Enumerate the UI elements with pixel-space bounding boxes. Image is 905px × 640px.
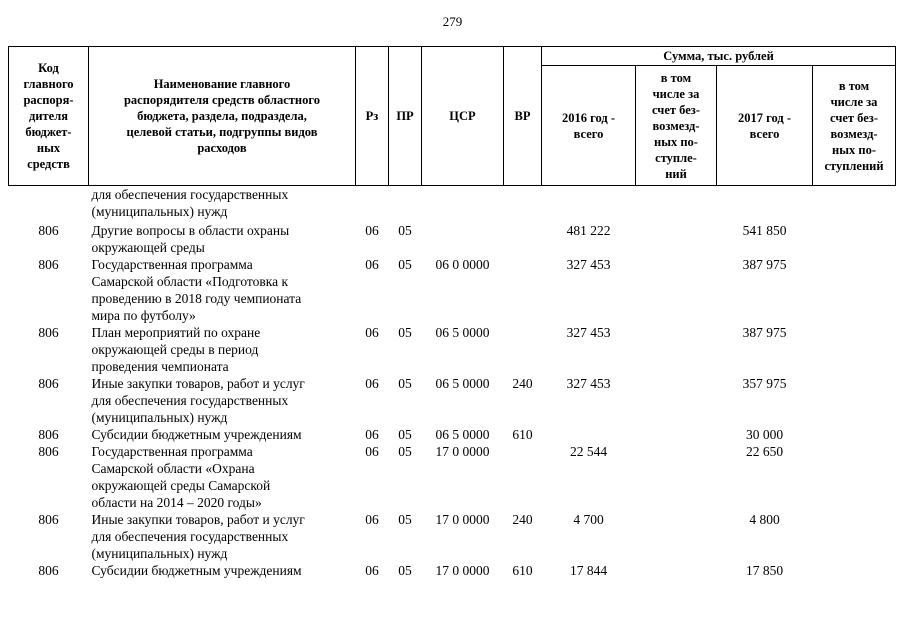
cell-name: Государственная программа Самарской области «Охрана окружающей среды Самарской области на 2014 – 2020 годы» — [91, 443, 271, 510]
cell-2016-free — [636, 375, 717, 426]
cell-2017-free — [813, 562, 896, 579]
cell-2016-free — [636, 222, 717, 256]
cell-name: Субсидии бюджетным учреждениям — [91, 562, 302, 578]
cell-pr: 05 — [398, 324, 412, 340]
cell-pr: 05 — [398, 443, 412, 459]
header-csr: ЦСР — [422, 47, 504, 186]
table-row — [9, 511, 896, 562]
budget-table — [8, 46, 896, 579]
cell-rz: 06 — [365, 443, 379, 459]
cell-csr: 06 5 0000 — [435, 375, 490, 391]
header-2016-total: 2016 год - всего — [542, 66, 636, 186]
cell-2017-total: 387 975 — [742, 324, 787, 340]
cell-vr: 240 — [512, 375, 533, 391]
cell-csr: 06 0 0000 — [435, 256, 490, 272]
cell-vr: 610 — [512, 426, 533, 442]
cell-pr — [389, 186, 422, 222]
cell-2017-total: 387 975 — [742, 256, 787, 272]
cell-2017-total: 357 975 — [742, 375, 787, 391]
table-row — [9, 186, 896, 222]
cell-2017-total: 541 850 — [742, 222, 787, 238]
cell-rz: 06 — [365, 324, 379, 340]
cell-rz: 06 — [365, 222, 379, 238]
cell-vr: 240 — [512, 511, 533, 527]
cell-2016-free — [636, 324, 717, 375]
table-row — [9, 443, 896, 511]
cell-2016-free — [636, 256, 717, 324]
cell-code: 806 — [38, 256, 59, 272]
header-2017-free: в том числе за счет без- возмезд- ных по- ступлений — [813, 66, 896, 186]
header-sum-group: Сумма, тыс. рублей — [542, 47, 896, 66]
cell-rz: 06 — [365, 562, 379, 578]
cell-pr: 05 — [398, 375, 412, 391]
cell-2016-total — [542, 426, 636, 443]
cell-2016-free — [636, 443, 717, 511]
cell-2016-total — [542, 186, 636, 222]
cell-2016-free — [636, 186, 717, 222]
cell-vr — [504, 324, 542, 375]
cell-csr: 17 0 0000 — [435, 511, 490, 527]
cell-vr: 610 — [512, 562, 533, 578]
cell-2017-total — [717, 186, 813, 222]
cell-csr: 06 5 0000 — [435, 426, 490, 442]
cell-2017-free — [813, 375, 896, 426]
cell-csr — [422, 222, 504, 256]
cell-2017-total: 22 650 — [745, 443, 784, 459]
header-code: Код главного распоря- дителя бюджет- ных средств — [9, 47, 89, 186]
header-2017-total: 2017 год - всего — [717, 66, 813, 186]
cell-code: 806 — [38, 375, 59, 391]
cell-name: Государственная программа Самарской области «Подготовка к проведению в 2018 году чемпионата мира по футболу» — [91, 256, 302, 323]
cell-code: 806 — [38, 426, 59, 442]
cell-2016-total: 327 453 — [566, 375, 611, 391]
cell-pr: 05 — [398, 511, 412, 527]
cell-2016-total: 4 700 — [573, 511, 604, 527]
cell-2017-free — [813, 186, 896, 222]
cell-2017-free — [813, 511, 896, 562]
header-pr: ПР — [389, 47, 422, 186]
cell-rz: 06 — [365, 426, 379, 442]
cell-name: Иные закупки товаров, работ и услуг для обеспечения государственных (муниципальных) нужд — [91, 375, 305, 425]
header-vr: ВР — [504, 47, 542, 186]
cell-2017-total: 4 800 — [749, 511, 780, 527]
cell-name: План мероприятий по охране окружающей среды в период проведения чемпионата — [91, 324, 261, 374]
cell-2017-free — [813, 443, 896, 511]
table-row — [9, 375, 896, 426]
cell-2016-total: 22 544 — [569, 443, 608, 459]
cell-code: 806 — [38, 443, 59, 459]
cell-2016-total: 327 453 — [566, 324, 611, 340]
cell-csr: 06 5 0000 — [435, 324, 490, 340]
cell-rz: 06 — [365, 375, 379, 391]
cell-code: 806 — [38, 562, 59, 578]
cell-vr — [504, 186, 542, 222]
cell-rz — [356, 186, 389, 222]
cell-rz: 06 — [365, 511, 379, 527]
header-2016-free: в том числе за счет без- возмезд- ных по- ступле- ний — [636, 66, 717, 186]
table-row — [9, 324, 896, 375]
cell-code: 806 — [38, 511, 59, 527]
cell-2016-total: 17 844 — [569, 562, 608, 578]
cell-vr — [504, 443, 542, 511]
table-row — [9, 562, 896, 579]
cell-2016-total: 481 222 — [566, 222, 611, 238]
cell-csr — [422, 186, 504, 222]
cell-2016-free — [636, 511, 717, 562]
cell-csr: 17 0 0000 — [435, 443, 490, 459]
cell-name: Иные закупки товаров, работ и услуг для обеспечения государственных (муниципальных) нужд — [91, 511, 305, 561]
header-name: Наименование главного распорядителя средств областного бюджета, раздела, подраздела, целевой статьи, подгруппы видов расходов — [89, 47, 356, 186]
cell-2016-free — [636, 426, 717, 443]
page-number: 279 — [442, 14, 463, 29]
table-row — [9, 222, 896, 256]
header-rz: Рз — [356, 47, 389, 186]
cell-2016-total: 327 453 — [566, 256, 611, 272]
table-header — [9, 47, 896, 186]
cell-pr: 05 — [398, 222, 412, 238]
cell-code — [9, 186, 89, 222]
cell-2016-free — [636, 562, 717, 579]
table-row — [9, 426, 896, 443]
cell-name: Субсидии бюджетным учреждениям — [91, 426, 302, 442]
cell-pr: 05 — [398, 562, 412, 578]
cell-2017-free — [813, 222, 896, 256]
cell-2017-total: 17 850 — [745, 562, 784, 578]
cell-vr — [504, 222, 542, 256]
cell-name: для обеспечения государственных (муниципальных) нужд — [91, 187, 289, 219]
cell-2017-free — [813, 324, 896, 375]
cell-name: Другие вопросы в области охраны окружающей среды — [91, 222, 290, 255]
cell-csr: 17 0 0000 — [435, 562, 490, 578]
cell-rz: 06 — [365, 256, 379, 272]
cell-vr — [504, 256, 542, 324]
cell-code: 806 — [38, 222, 59, 238]
cell-2017-free — [813, 426, 896, 443]
cell-2017-total: 30 000 — [745, 426, 784, 442]
cell-code: 806 — [38, 324, 59, 340]
table-body — [9, 186, 896, 579]
cell-2017-free — [813, 256, 896, 324]
cell-pr: 05 — [398, 426, 412, 442]
table-row — [9, 256, 896, 324]
cell-pr: 05 — [398, 256, 412, 272]
